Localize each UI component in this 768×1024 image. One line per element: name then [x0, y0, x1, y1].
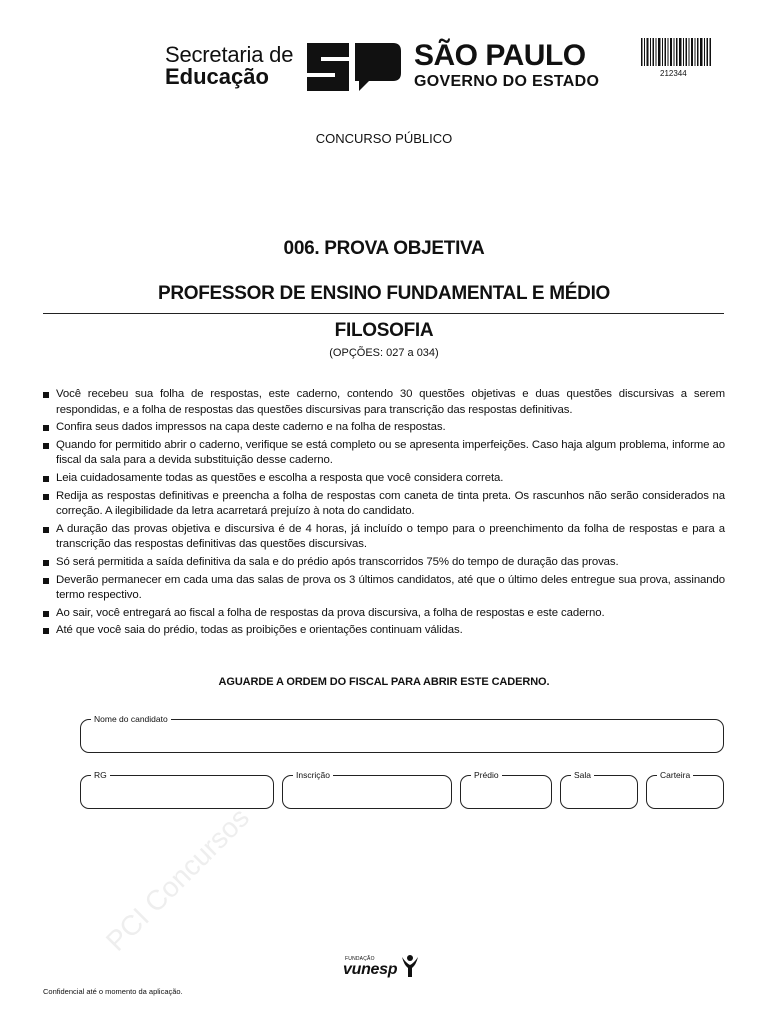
carteira-field[interactable]	[646, 770, 724, 809]
sp-logo-icon	[303, 43, 401, 91]
rg-field[interactable]	[80, 770, 274, 809]
instruction-item: Você recebeu sua folha de respostas, este caderno, contendo 30 questões objetivas e duas questões discursivas a serem respondidas, e a folha de respostas das questões discursivas para transcrição das respostas definitivas.	[43, 387, 725, 418]
state-subtitle: GOVERNO DO ESTADO	[414, 73, 600, 90]
title-divider	[43, 313, 724, 314]
sala-field[interactable]	[560, 770, 638, 809]
instruction-item: Redija as respostas definitivas e preencha a folha de respostas com caneta de tinta preta. Os rascunhos não serão considerados na correção. A ilegibilidade da letra acarretará prejuízo à nota do candidato.	[43, 489, 725, 520]
concurso-label: CONCURSO PÚBLICO	[315, 131, 453, 146]
sp-logo-text	[414, 41, 599, 91]
barcode-number: 212344	[660, 69, 687, 78]
disciplina-title: FILOSOFIA	[334, 320, 434, 341]
watermark: PCI Concursos	[100, 801, 256, 957]
secretaria-line1: Secretaria de	[165, 42, 294, 67]
bullet-icon	[43, 425, 49, 431]
instructions-list	[43, 387, 725, 641]
instruction-item: Confira seus dados impressos na capa deste caderno e na folha de respostas.	[43, 420, 725, 436]
opcoes-label: (OPÇÕES: 027 a 034)	[329, 347, 439, 359]
rg-label: RG	[91, 769, 110, 781]
bullet-icon	[43, 611, 49, 617]
bullet-icon	[43, 392, 49, 398]
bullet-icon	[43, 527, 49, 533]
sala-label: Sala	[571, 769, 594, 781]
cargo-title: PROFESSOR DE ENSINO FUNDAMENTAL E MÉDIO	[157, 283, 611, 304]
bullet-icon	[43, 628, 49, 634]
instruction-item: Só será permitida a saída definitiva da sala e do prédio após transcorridos 75% do tempo de duração das provas.	[43, 555, 725, 571]
secretaria-logo-text	[165, 44, 293, 88]
bullet-icon	[43, 476, 49, 482]
vunesp-logo-icon	[396, 953, 424, 979]
vunesp-logo-text: vunesp	[343, 961, 398, 978]
predio-field[interactable]	[460, 770, 552, 809]
aguarde-notice: AGUARDE A ORDEM DO FISCAL PARA ABRIR ESTE CADERNO.	[218, 676, 550, 688]
instruction-item: Até que você saia do prédio, todas as proibições e orientações continuam válidas.	[43, 623, 725, 639]
fundacao-label: FUNDAÇÃO	[345, 956, 375, 962]
barcode	[641, 38, 711, 66]
bullet-icon	[43, 443, 49, 449]
nome-field[interactable]	[80, 714, 724, 753]
secretaria-line2: Educação	[165, 64, 269, 89]
inscricao-field[interactable]	[282, 770, 452, 809]
instruction-item: A duração das provas objetiva e discursiva é de 4 horas, já incluído o tempo para o preenchimento da folha de respostas e para a transcrição das respostas definitivas das questões discursivas.	[43, 522, 725, 553]
prova-title: 006. PROVA OBJETIVA	[283, 238, 485, 259]
bullet-icon	[43, 560, 49, 566]
nome-label: Nome do candidato	[91, 713, 171, 725]
instruction-item: Leia cuidadosamente todas as questões e escolha a resposta que você considera correta.	[43, 471, 725, 487]
predio-label: Prédio	[471, 769, 502, 781]
state-title: SÃO PAULO	[414, 39, 586, 72]
bullet-icon	[43, 494, 49, 500]
instruction-item: Deverão permanecer em cada uma das salas de prova os 3 últimos candidatos, até que o último deles entregue sua prova, assinando termo respectivo.	[43, 573, 725, 604]
bullet-icon	[43, 578, 49, 584]
inscricao-label: Inscrição	[293, 769, 333, 781]
instruction-item: Quando for permitido abrir o caderno, verifique se está completo ou se apresenta imperfeições. Caso haja algum problema, informe ao fiscal da sala para a devida substituição desse caderno.	[43, 438, 725, 469]
carteira-label: Carteira	[657, 769, 693, 781]
instruction-item: Ao sair, você entregará ao fiscal a folha de respostas da prova discursiva, a folha de respostas e este caderno.	[43, 606, 725, 622]
confidencial-note: Confidencial até o momento da aplicação.	[43, 987, 183, 996]
